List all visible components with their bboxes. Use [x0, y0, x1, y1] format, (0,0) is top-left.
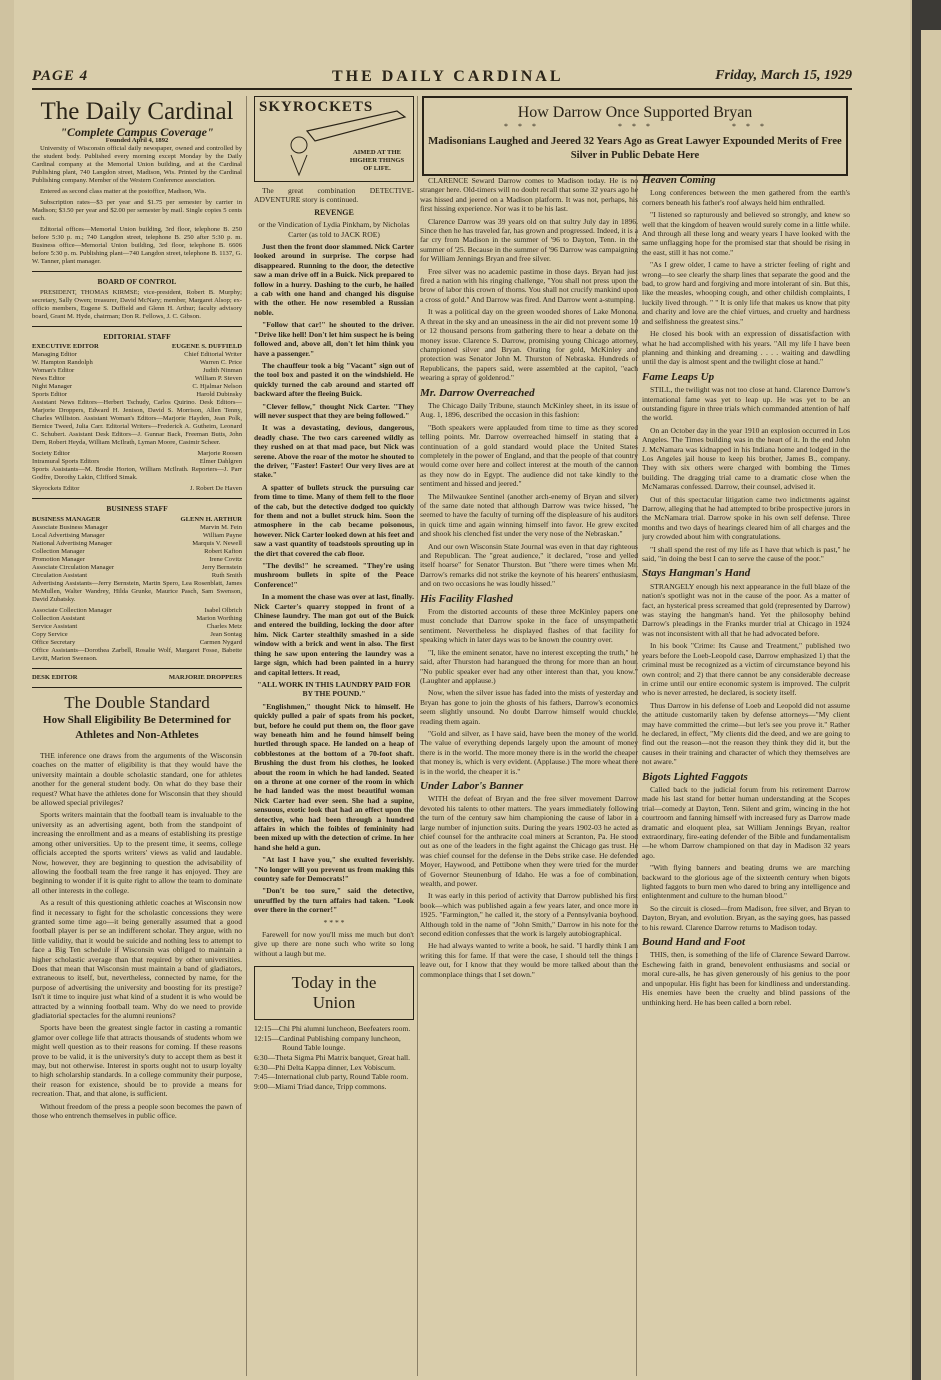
- article-paragraph: Now, when the silver issue has faded into the mists of yesterday and Bryan has gone to join the ghosts of his fathers, Darrow's economics seem slightly unsound. No doubt Darrow himself would chuckle, reading them again.: [420, 688, 638, 726]
- story-break: * * * *: [323, 917, 345, 927]
- staff-row: Managing Editor Chief Editorial Writer: [32, 351, 242, 359]
- article-subhead: Mr. Darrow Overreached: [420, 386, 535, 399]
- schedule-item: 6:30—Theta Sigma Phi Matrix banquet, Great hall.: [254, 1053, 411, 1063]
- article-paragraph: "I shall spend the rest of my life as I have that which is past," he said, "in doing the best I can to serve the cause of the poor.": [642, 544, 850, 564]
- story-paragraph: "Englishmen," thought Nick to himself. He quickly pulled a pair of spats from his pocket, but, before he could put them on, the floor gave way beneath him and he found himself being hurtled through space. He landed on a heap of cobblestones at the bottom of a 70-foot shaft. Brushing the dust from his clothes, he looked about the room in which he had landed. Seated on a throne at one corner of the room in which he had landed was the most beautiful woman Nick Carter had ever seen. She had a supine, sensuous, exotic look that had an effect upon the detective, who had been through a hundred affairs in which the foibles of femininity had been mixed up with the detection of crime. In her hand she held a gun.: [254, 701, 414, 852]
- article-paragraph: CLARENCE Seward Darrow comes to Madison today. He is no stranger here. Old-timers will no doubt recall that some 32 years ago he was hissed and jeered on a Madison platform. It was not, perhaps, his first hissing experience. Nor was it to be his last.: [420, 176, 638, 214]
- farewell: Farewell for now you'll miss me much but don't give up there are none such who write so long without a laugh but me.: [254, 930, 414, 958]
- staff-row: Service Assistant Charles Metz: [32, 622, 242, 630]
- divider: [32, 498, 242, 499]
- editorial-subtitle: How Shall Eligibility Be Determined for Athletes and Non-Athletes: [43, 714, 231, 742]
- article-subhead: Under Labor's Banner: [420, 779, 524, 792]
- staff-row: Collection Assistant Marion Worthing: [32, 614, 242, 622]
- article-paragraph: Out of this spectacular litigation came two indictments against Darrow, alleging that he had attempted to bribe prospective jurors in the McNamara trial. Darrow spoke in his own self defense. Three months and two days of hearings cleared him of all charges and the jury crowded about him with congratulations.: [642, 494, 850, 542]
- story-paragraph: "The devils!" he screamed. "They're using mushroom bullets in spite of the Peace Conference!": [254, 561, 414, 589]
- entered-note: Entered as second class matter at the postoffice, Madison, Wis.: [40, 188, 207, 196]
- staff-row: EXECUTIVE EDITOR EUGENE S. DUFFIELD: [32, 343, 242, 351]
- slogan: "Complete Campus Coverage": [60, 125, 214, 139]
- article-paragraph: The Chicago Daily Tribune, staunch McKinley sheet, in its issue of Aug. 1, 1896, described the occasion in this fashion:: [420, 400, 638, 420]
- staff-row: DESK EDITOR MARJORIE DROPPERS: [32, 673, 242, 681]
- headline: How Darrow Once Supported Bryan: [517, 104, 753, 121]
- staff-row: Associate Collection Manager Isabel Olbrich: [32, 606, 242, 614]
- page-number: PAGE 4: [32, 68, 89, 84]
- skyrockets-column: [254, 96, 414, 1376]
- article-paragraph: WITH the defeat of Bryan and the free silver movement Darrow devoted his talents to other matters. The years immediately following the turn of the century saw him championing the cause of labor in a large number of injunction suits. During the years 1902-03 he acted as chief counsel for the anthracite coal miners at Scranton, Pa. He stood out as one of the leaders in the fight against the Chicago gas trust. He was chief counsel for the defense in the Debs strike case. He defended Moyer, Haywood, and Pettibone when they were tried for the murder of Governor Steunenburg of Idaho. He was a foe of combination, wealth, and power.: [420, 794, 638, 889]
- article-paragraph: It was early in this period of activity that Darrow published his first book—which was published again a few years later, and once more in 1925. "Farmington," he called it, the story of a Pennsylvania boyhood. Although told in the name of "John Smith," Darrow in his note for the second edition confesses that the work is largely autobiographical.: [420, 891, 638, 939]
- article-paragraph: So the circuit is closed—from Madison, free silver, and Bryan to Dayton, Bryan, and evolution. Bryan, as the saying goes, has passed to his reward. Clarence Darrow returns to Madison today.: [642, 903, 850, 932]
- divider: [32, 326, 242, 327]
- schedule-item: 12:15—Chi Phi alumni luncheon, Beefeaters room.: [254, 1024, 411, 1034]
- board-list: PRESIDENT, THOMAS KIRMSE; vice-president, Robert B. Murphy; secretary, Sally Owen; treasurer, David McNary; member, Margaret Alsop; ex-officio members, Eugene S. Duffield and Glenn H. Arthur; faculty advisory board, Grant M. Hyde, chairman; Don R. Fellows, J. C. Gibson.: [32, 288, 242, 320]
- story-paragraph: In a moment the chase was over at last, finally. Nick Carter's quarry stopped in front of a Chinese laundry. The man got out of the Buick and entered the building, locking the door after him. Nick Carter stealthily smashed in a side window with a brick and went in also. The first thing he saw upon entering the laundry was a large sign, which had been painted in a hurry and capital letters. It read,: [254, 592, 414, 677]
- staff-row: National Advertising Manager Marquis V. Newell: [32, 539, 242, 547]
- article-paragraph: "I listened so rapturously and believed so strongly, and knew so well that the kingdom of heaven would surely come in a little while. And through all these long and weary years I have looked with the same unflagging hope for the promised star that should be rising in the east, still it has not come.": [642, 210, 850, 257]
- article-subhead: His Facility Flashed: [420, 592, 513, 605]
- divider: [32, 271, 242, 272]
- staff-row: Society Editor Marjorie Roosen: [32, 450, 242, 458]
- article-paragraph: "As I grew older, I came to have a stricter feeling of right and wrong—to see clearly the sharp lines that separate the good and the bad, to grow hard and forgiving and more intolerant of sin. But this, like the measles, whooping cough, and other childish complaints, I luckily lived through. " " It is only life that makes us know that pity and charity and love are the chief virtues, and cruelty and hardness and selfishness the greatest sins.": [642, 260, 850, 326]
- editorial-paragraph: Without freedom of the press a people soon becomes the pawn of those who entrench themselves in public office.: [32, 1101, 242, 1121]
- article-paragraph: STRANGELY enough his next appearance in the full blaze of the nation's spotlight was not in the cause of the poor. As a matter of fact, an hysterical press screamed that gold (represented by Darrow) was staying the hangman's hand. Yet the philosophy behind Darrow's pleadings in the Franks murder trial at Chicago in 1924 was not inconsistent with all that he had advocated before.: [642, 581, 850, 638]
- story-paragraph: A spatter of bullets struck the pursuing car from time to time. Many of them fell to the floor of the cab, but the detective dodged too quickly for them and not a bullet struck him. Soon the atmosphere in the cab became poisonous, however. Nick Carter looked down at his feet and saw a vast quantity of toadstools sprouting up in the dirt that covered the cab floor.: [254, 482, 414, 558]
- article-subhead: Bigots Lighted Faggots: [642, 770, 748, 783]
- staff-row: BUSINESS MANAGER GLENN H. ARTHUR: [32, 515, 242, 523]
- staff-row: Associate Circulation Manager Jerry Bernstein: [32, 563, 242, 571]
- masthead: [32, 66, 852, 90]
- staff-row: W. Hampton Randolph Warren C. Price: [32, 359, 242, 367]
- editorial-paragraph: Sports writers maintain that the football team is invaluable to the university as an advertising agent, both from the standpoint of increasing the enrollment and as a means of establishing its prestige among other universities. Up to the present time, it seems, college officials accepted the sports writers' views as valid and laudable. Now, however, they are beginning to question the advisability of allowing the football team the free range it has enjoyed. They are beginning to wonder if it is quite right to allow the team to dominate all other interests in the college.: [32, 810, 242, 895]
- article-paragraph: "Gold and silver, as I have said, have been the money of the world. The value of everything depends largely upon the amount of money there is in the world. The more money there is in the world the cheaper that money is, which is very evident. (Applause.) The more wheat there is in the world, the cheaper it is.": [420, 728, 638, 776]
- divider: [32, 687, 242, 688]
- story-paragraph: Just then the front door slammed. Nick Carter looked around in surprise. The corpse had disappeared. Running to the door, the detective saw a man drive off in a Buick. Nick prepared to follow in a hurry. Dashing to the curb, he hailed a cab with one hand and changed his disguise with the other. He now resembled a Russian noble.: [254, 242, 414, 317]
- masthead-editorial-column: [32, 96, 242, 1376]
- issue-date: Friday, March 15, 1929: [715, 68, 852, 83]
- skyrockets-tagline: AIMED AT THE HIGHER THINGS OF LIFE.: [349, 149, 405, 172]
- staff-list: Assistant News Editors—Herbert Tschudy, Carlos Quirino. Desk Editors—Marjorie Droppers, Edward H. Jenison, David S. Morrison, Allen Tenny, Charles Williston. Assistant Woman's Editors—Marjorie Hayden, Jean Polk, Bernice Tweed, Julia Carr. Editorial Writers—Frederick A. Gutheim, Leonard C. Schubert. Assistant Desk Editors—J. Gunnar Back, Freeman Butts, John Dern, Robert Heyda, William McIlrath, Lyman Moore, Casimir Scheer.: [32, 399, 242, 447]
- board-heading: BOARD OF CONTROL: [97, 277, 177, 287]
- article-paragraph: He closed his book with an expression of dissatisfaction with what he had accomplished with his years. "All my life I have been planning and thinking and dreaming . . . . waiting and dawdling until the day is almost spent and the twilight close at hand.": [642, 329, 850, 367]
- staff-list: Sports Assistants—M. Brodie Horton, William McIlrath. Reporters—J. Parr Godfre, Dorothy Lakin, Clifford Simak.: [32, 466, 242, 482]
- staff-row: Intramural Sports Editors Elmer Dahlgren: [32, 458, 242, 466]
- column-rule: [417, 96, 418, 1376]
- schedule-item: 12:15—Cardinal Publishing company luncheon, Round Table lounge.: [254, 1033, 401, 1053]
- staff-row: Sports Editor Harold Dubinsky: [32, 391, 242, 399]
- darrow-article-column-2: [642, 176, 850, 1376]
- article-paragraph: Called back to the judicial forum from his retirement Darrow made his last stand for better human understanding at the Scopes trial—comedy at Dayton, Tenn. Silent and grim, wincing in the hot courtroom and fanning himself with increased fury as Darrow made dramatic and eloquent plea, sat William Jennings Bryan, realtor extraordinary, fire-eating defender of the Bible and fundamentalism—he whom Darrow championed on that day in Madison 32 years ago.: [642, 784, 850, 860]
- article-paragraph: Thus Darrow in his defense of Loeb and Leopold did not assume the attitude customarily taken by defense attorneys—"My client may have committed the crime—but let's see you prove it." Rather he declared, in effect, "My clients did the deed, and we are going to find out the reason—not the reason they think they did it, but the causes in their training and character of which they themselves are not aware.": [642, 700, 850, 767]
- founded: Founded April 4, 1892: [105, 137, 169, 145]
- story-paragraph: "Don't be too sure," said the detective, unruffled by the turn affairs had taken. "Look over there in the corner!": [254, 886, 414, 915]
- column-rule: [246, 96, 247, 1376]
- subscription-rates: Subscription rates—$3 per year and $1.75 per semester by carrier in Madison; $3.50 per year and $2.00 per semester by mail. Single copies 5 cents each.: [32, 199, 242, 223]
- staff-row: Copy Service Jean Sontag: [32, 630, 242, 638]
- editorial-title: The Double Standard: [64, 692, 210, 712]
- article-paragraph: Free silver was no academic pastime in those days. Bryan had just fired a nation with his ringing challenge, "You shall not press upon the brow of labor this crown of thorns. You shall not crucify mankind upon a cross of gold." And Darrow was fired. And Darrow went a-stumping.: [420, 266, 638, 304]
- staff-row: Office Secretary Carmen Nygard: [32, 638, 242, 646]
- staff-row: Associate Business Manager Marvin M. Fein: [32, 523, 242, 531]
- staff-row: News Editor William P. Steven: [32, 375, 242, 383]
- skyrockets-logo-box: [254, 96, 414, 182]
- editorial-paragraph: THE inference one draws from the arguments of the Wisconsin coaches on the matter of eligibility is that they would have the university maintain a double scholastic standard, one for athletes another for the general student body. On what do they base their request? What have the athletes done for Wisconsin that they should be allowed special privileges?: [32, 751, 242, 808]
- article-subhead: Fame Leaps Up: [642, 370, 715, 383]
- headline-stars: * * * * * * * * *: [504, 122, 766, 131]
- article-paragraph: The Milwaukee Sentinel (another arch-enemy of Bryan and silver) of the same date noted that although Darrow was twice hissed, "he seemed to have the faculty of turning off the displeasure of his auditors in quick time and again winning himself into favor. He grew excited and shook his clenched fist under the very nose of the Nebraskan.": [420, 491, 638, 539]
- staff-row: Skyrockets Editor J. Robert De Haven: [32, 485, 242, 493]
- headline-deck: Madisonians Laughed and Jeered 32 Years Ago as Great Lawyer Expounded Merits of Free Silver in Public Debate Here: [428, 136, 842, 161]
- staff-row: Night Manager C. Hjalmar Nelson: [32, 383, 242, 391]
- paper-title: THE DAILY CARDINAL: [332, 68, 564, 85]
- article-paragraph: It was a political day on the green wooded shores of Lake Monona. A threat in the sky and an uneasiness in the air did not prevent some 10 or 12 thousand persons from gathering there to hear a debate on the money issue. Clarence S. Darrow, promising young Chicago attorney, championed silver and Bryan. Orating for gold, McKinley and protection was Senator John M. Thurston of Nebraska. Hundreds of Republicans, the papers said, were assembled at the capitol, "each wearing a spray of goldenrod.": [420, 307, 638, 383]
- schedule-item: 6:30—Phi Delta Kappa dinner, Lex Vobiscum.: [254, 1062, 396, 1072]
- article-paragraph: He had always wanted to write a book, he said. "I hardly think I am writing this for fame. If that were the case, I should tell the things I leave out, for I know that they would be more talked about than the commonplace things that I set down.": [420, 941, 638, 979]
- story-paragraph: It was a devastating, devious, dangerous, deadly chase. The two cars careened wildly as they rushed on at that mad pace, but Nick was serene. Above the roar of the motor he shouted to the driver, "Faster! Faster! Our very lives are at stake.": [254, 423, 414, 480]
- nameplate: The Daily Cardinal: [40, 98, 234, 125]
- staff-row: Promotion Manager Irene Covitz: [32, 555, 242, 563]
- story-paragraph: The chauffeur took a big "Vacant" sign out of the tool box and pasted it on the windshield. He quickly turned the cab around and started off backward after the fleeing Buick.: [254, 360, 414, 399]
- article-subhead: Bound Hand and Foot: [642, 936, 746, 949]
- editorial-staff-heading: EDITORIAL STAFF: [103, 331, 171, 341]
- offices: Editorial offices—Memorial Union building, 3rd floor, telephone B. 250 before 5:30 p. m.; 740 Langdon street, telephone B. 250 after 5:30 p. m. Business office—Memorial Union building, 3rd floor, telephone B. 6606 before 5:30 p. m. Publishing plant—740 Langdon street, telephone B. 1137, G. W. Tanner, plant manager.: [32, 226, 242, 266]
- editorial-paragraph: As a result of this questioning athletic coaches at Wisconsin now find it necessary to fight for the scholastic concessions they were granted some time ago—it being generally assumed that a good football player is per se an indifferent scholar. They argue, with no little validity, that it would be suicide and nothing less to attempt to face a Big Ten schedule if Wisconsin was obliged to maintain a higher scholastic average than that required by other universities. Does that mean that Wisconsin must maintain a band of gladiators, extraneous to itself, but, nevertheless, connected by name, for the purpose of advertising the university and boosting for its prestige? Isn't it time to inquire just what kind of a student it is who would be attracted by a winning football team. Why do we need to provide gladiatorial spectacles for the alumni reunions?: [32, 898, 242, 1020]
- paper-info: University of Wisconsin official daily newspaper, owned and controlled by the student body. Published every morning except Monday by the Daily Cardinal company at the Memorial Union building, and at the Cardinal Publishing plant, 740 Langdon street, Madison, Wis. Printed by the Cardinal Publishing company. Member of the Western Conference association.: [32, 145, 242, 185]
- article-paragraph: "I, like the eminent senator, have no interest excepting the truth," he said, after Thurston had harangued the throng for more than an hour. "No public speaker ever had any other interest than that, you know." (Laughter and applause.): [420, 647, 638, 685]
- schedule-item: 9:00—Miami Triad dance, Tripp commons.: [254, 1081, 387, 1091]
- today-in-union-box: [254, 966, 414, 1020]
- article-paragraph: Clarence Darrow was 39 years old on that sultry July day in 1896. Since then he has traveled far, has grown and progressed. Indeed, it is a far cry from Madison in the summer of '96 to Dayton, Tenn. in the summer of '25. Because in the summer of '96 Darrow was campaigning for William Jennings Bryan and free silver.: [420, 216, 638, 264]
- story-sign: "ALL WORK IN THIS LAUNDRY PAID FOR BY THE POUND.": [257, 679, 411, 699]
- story-byline: or the Vindication of Lydia Pinkham, by Nicholas Carter (as told to JACK ROE): [258, 220, 410, 239]
- intro: The great combination DETECTIVE-ADVENTURE story is continued.: [254, 186, 414, 205]
- article-paragraph: Long conferences between the men gathered from the earth's corners beneath his father's roof always held him enthralled.: [642, 188, 850, 207]
- staff-row: Local Advertising Manager William Payne: [32, 531, 242, 539]
- story-paragraph: "Clever fellow," thought Nick Carter. "They will never suspect that they are being followed.": [254, 401, 414, 420]
- story-title: REVENGE: [314, 207, 354, 217]
- staff-row: Woman's Editor Judith Ninman: [32, 367, 242, 375]
- article-paragraph: And our own Wisconsin State Journal was even in that day righteous and Republican. The "great audience," it declared, "rose and yelled itself hoarse" for Senator Thurston. But "there were times when Mr. Darrow's remarks did not strike the keynote of his hearers' enthusiasm, and on two occasions he was loudly hissed.": [420, 541, 638, 589]
- editorial-paragraph: Sports have been the greatest single factor in casting a romantic glamor over college life that attracts thousands of students whom we might well question as to their reasons for coming. If these reasons prove to be valid, it is the university's duty to accept them as best it may, but not otherwise. Interest in sports ought not to usurp loyalty to high scholarship standards. In a college community their purpose, their reason for existence, should be to provide a means for recreation. That, and that alone, is sufficient.: [32, 1023, 242, 1099]
- article-paragraph: "With flying banners and beating drums we are marching backward to the glorious age of the sixteenth century when bigots lighted faggots to burn men who dared to bring any intelligence and enlightenment and culture to the human blood.": [642, 863, 850, 901]
- article-paragraph: On an October day in the year 1910 an explosion occurred in Los Angeles. The Times building was in the heart of it. In the end John J. McNamara was kidnapped in his Indiana home and lodged in the Los Angeles jail house to keep his brother, James B., company. They with six others were charged with bombing the Times building. The dragging trial came to a dramatic close when the McNamaras confessed. Darrow, their counsel, advised it.: [642, 425, 850, 492]
- story-paragraph: "Follow that car!" he shouted to the driver. "Drive like hell! Don't let him suspect he is being followed and, above all, don't let him think you have a passenger.": [254, 320, 414, 358]
- divider: [32, 668, 242, 669]
- next-page-sliver: [921, 30, 941, 1380]
- article-paragraph: THIS, then, is something of the life of Clarence Seward Darrow. Eschewing faith in grand, benevolent enthusiasms and social or moral cure-alls, he has given generously of his genius to the poor and unpopular. His fight has been for kindliness and understanding. His enemies have been the cruelty and blind passions of the unthinking herd. He has been called a born rebel.: [642, 950, 850, 1007]
- article-subhead: Stays Hangman's Hand: [642, 567, 751, 580]
- today-title: Today in the Union: [291, 973, 377, 1013]
- skyrockets-logo: SKYROCKETS: [259, 99, 374, 115]
- staff-list: Office Assistants—Dorothea Zarbell, Rosalie Wolf, Margaret Fosse, Babette Levitt, Marion Swenson.: [32, 646, 242, 662]
- darrow-headline-box: [422, 96, 848, 176]
- article-paragraph: STILL, the twilight was not too close at hand. Clarence Darrow's international fame was yet to leap up. He was yet to be an outstanding figure in three trials which commanded attention of half the world.: [642, 385, 850, 423]
- staff-row: Circulation Assistant Ruth Smith: [32, 571, 242, 579]
- staff-row: Collection Manager Robert Kafton: [32, 547, 242, 555]
- article-paragraph: From the distorted accounts of these three McKinley papers one must conclude that Darrow spoke in the face of unsympathetic sentiment. Nevertheless he displayed flashes of that facility for speaking which in later days was to be known the country over.: [420, 607, 638, 645]
- article-paragraph: "Both speakers were applauded from time to time as they scored telling points. Mr. Darrow overreached himself in stating that a continuation of a gold standard would place the United States completely in the power of England, and that the people of that country would come over here and collect interest at the mouth of the cannon as they now do in Egypt. The audience did not take kindly to the sentiment and hissed and jeered.": [420, 422, 638, 489]
- article-subhead: Heaven Coming: [642, 176, 716, 186]
- business-staff-heading: BUSINESS STAFF: [106, 504, 168, 514]
- schedule-item: 7:45—International club party, Round Table room.: [254, 1072, 409, 1082]
- darrow-article-column-1: [420, 176, 638, 1376]
- union-schedule: [254, 1024, 414, 1091]
- story-paragraph: "At last I have you," she exulted feverishly. "No longer will you prevent us from making this country safe for Democrats!": [254, 855, 414, 884]
- staff-list: Advertising Assistants—Jerry Bernstein, Martin Spero, Lea Rosenblatt, James McMullen, Walter Wandrey, Hilda Grunke, Maurice Pasch, Sam Swenson, David Zubatsky.: [32, 579, 242, 603]
- article-paragraph: In his book "Crime: Its Cause and Treatment," published two years before the Loeb-Leopold case, Darrow emphasized 1) that the criminal must be recognized as a victim of circumstance beyond his own control; and 2) that there cannot be any considerable decrease in crime until our entire economic system is improved. The culprit who is never arrested, he declared, is society itself.: [642, 641, 850, 698]
